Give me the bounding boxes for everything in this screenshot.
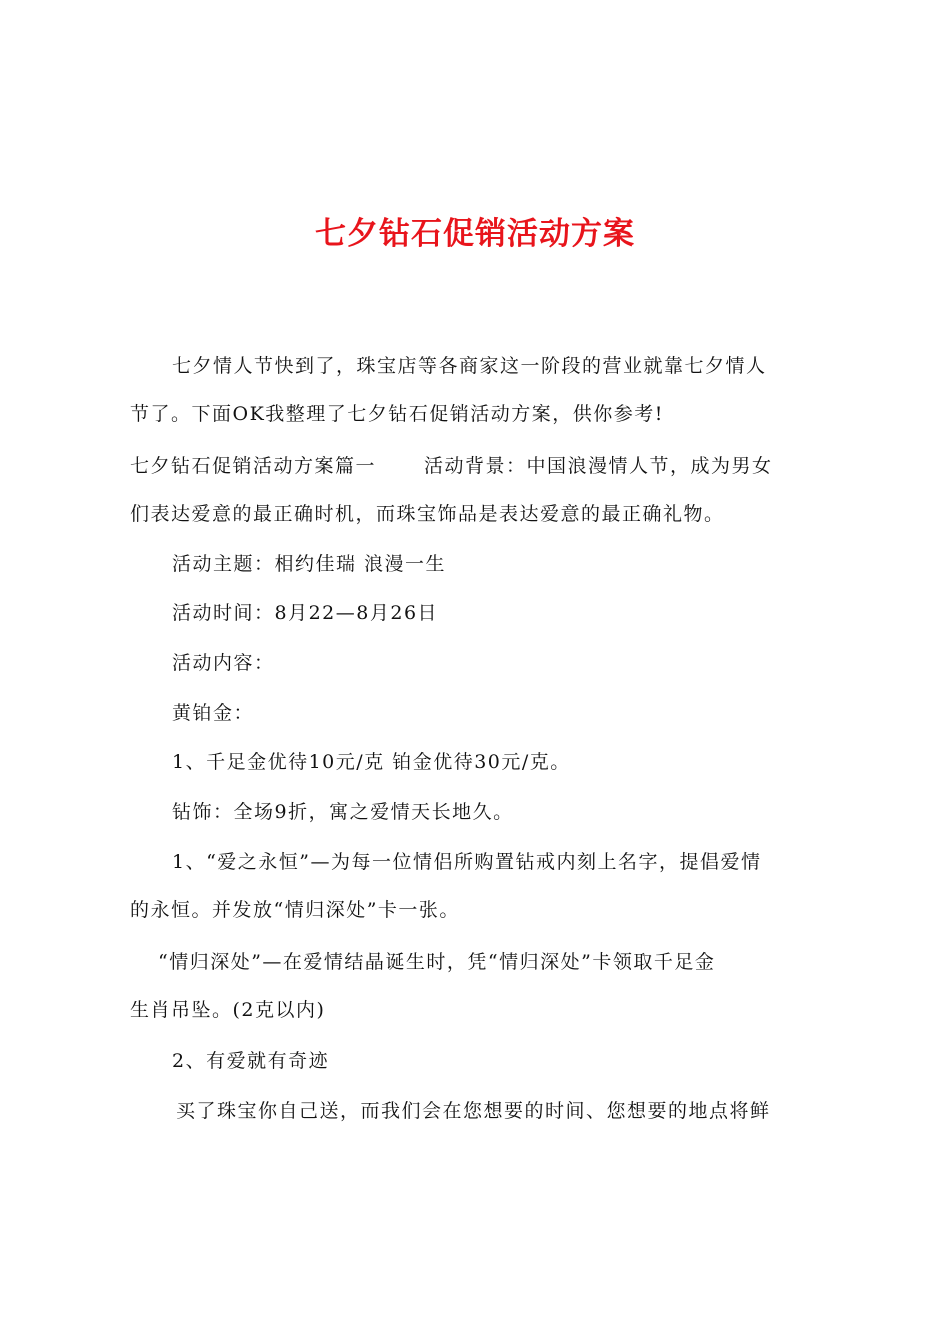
background-text: 活动背景：中国浪漫情人节，成为男女 [424, 455, 773, 477]
text-line: 们表达爱意的最正确时机，而珠宝饰品是表达爱意的最正确礼物。 [130, 503, 725, 525]
intro-paragraph [130, 342, 832, 438]
section-paragraph [130, 442, 832, 538]
text-line: 生肖吊坠。(2克以内) [130, 999, 326, 1021]
gold-offer-line: 1、千足金优待10元/克 铂金优待30元/克。 [172, 751, 571, 773]
eternal-love-paragraph [130, 838, 832, 934]
text-line: 七夕情人节快到了，珠宝店等各商家这一阶段的营业就靠七夕情人 [172, 355, 767, 377]
time-line: 活动时间：8月22—8月26日 [172, 602, 439, 624]
text-line: 的永恒。并发放“情归深处”卡一张。 [130, 899, 460, 921]
jewelry-delivery-line: 买了珠宝你自己送，而我们会在您想要的时间、您想要的地点将鲜 [176, 1100, 771, 1122]
text-line: 节了。下面OK我整理了七夕钻石促销活动方案，供你参考! [130, 403, 664, 425]
card-paragraph [130, 938, 832, 1034]
miracle-heading: 2、有爱就有奇迹 [172, 1050, 330, 1072]
text-line [130, 442, 832, 490]
diamond-offer-line: 钻饰：全场9折，寓之爱情天长地久。 [172, 801, 514, 823]
gold-heading: 黄铂金： [172, 702, 255, 724]
text-line: “情归深处”—在爱情结晶诞生时，凭“情归深处”卡领取千足金 [158, 951, 716, 973]
content-heading: 活动内容： [172, 652, 275, 674]
section-heading: 七夕钻石促销活动方案篇一 [130, 455, 377, 477]
theme-line: 活动主题：相约佳瑞 浪漫一生 [172, 553, 447, 575]
text-line: 1、“爱之永恒”—为每一位情侣所购置钻戒内刻上名字，提倡爱情 [172, 851, 762, 873]
document-title: 七夕钻石促销活动方案 [315, 216, 635, 252]
